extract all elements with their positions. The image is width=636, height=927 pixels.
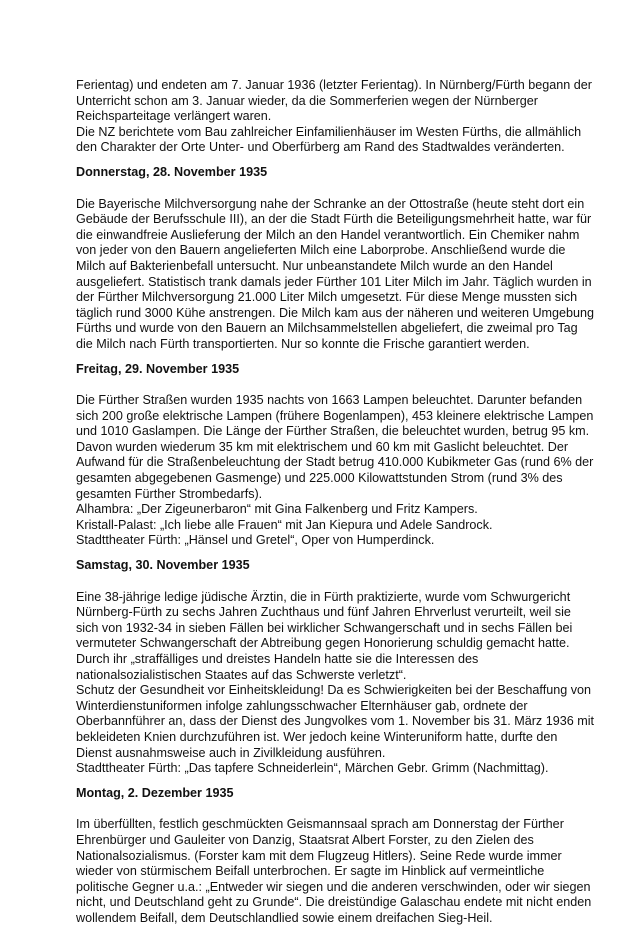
text-line: Winterdienstuniformen infolge zahlungsschwacher Elternhäuser gab, ordnete der <box>76 698 528 713</box>
text-line: Ehrenbürger und Gauleiter von Danzig, Staatsrat Albert Forster, zu den Zielen des <box>76 832 534 847</box>
text-line: der Fürther Milchversorgung 21.000 Liter Milch umgesetzt. Für diese Menge mussten sich <box>76 290 578 305</box>
diary-entry <box>76 362 596 550</box>
text-line: Die Fürther Straßen wurden 1935 nachts von 1663 Lampen beleuchtet. Darunter befanden <box>76 393 583 408</box>
diary-sections <box>76 165 596 927</box>
text-line: Reichsparteitage verlängert waren. <box>76 109 272 124</box>
text-line: wollendem Beifall, dem Deutschlandlied sowie einem dreifachen Sieg-Heil. <box>76 910 493 925</box>
text-line: Durch ihr „straffälliges und dreistes Handeln hatte sie die Interessen des <box>76 652 479 666</box>
entry-date-heading: Samstag, 30. November 1935 <box>76 558 250 573</box>
text-line: ausgeliefert. Statistisch trank damals jeder Fürther 101 Liter Milch im Jahr. Täglich wurden in <box>76 274 592 289</box>
text-line: die Milch nach Fürth transportierten. Nur so konnte die Frische garantiert werden. <box>76 336 530 351</box>
text-line: Schutz der Gesundheit vor Einheitskleidung! Da es Schwierigkeiten bei der Beschaffung von <box>76 683 592 698</box>
text-line: Milch auf Bakterienbefall untersucht. Nur unbeanstandete Milch wurde an den Handel <box>76 258 553 273</box>
text-line: sich 200 große elektrische Lampen (frühere Bogenlampen), 453 kleinere elektrische Lampen <box>76 408 594 423</box>
text-line: Kristall-Palast: „Ich liebe alle Frauen“ mit Jan Kiepura und Adele Sandrock. <box>76 517 493 532</box>
entry-paragraph <box>76 590 596 777</box>
text-line: Stadttheater Fürth: „Das tapfere Schneiderlein“, Märchen Gebr. Grimm (Nachmittag). <box>76 761 549 776</box>
text-line: Im überfüllten, festlich geschmückten Geismannsaal sprach am Donnerstag der Fürther <box>76 817 564 832</box>
entry-paragraph <box>76 393 596 549</box>
intro-paragraph <box>76 78 596 156</box>
text-line: Eine 38-jährige ledige jüdische Ärztin, die in Fürth praktizierte, wurde vom Schwurgericht <box>76 589 571 604</box>
text-line: wieder von stürmischem Beifall unterbrochen. Er sagte im Hinblick auf vermeintliche <box>76 864 545 879</box>
text-line: täglich rund 3000 Kühe anstrengen. Die Milch kam aus der näheren und weiteren Umgebung <box>76 305 595 320</box>
text-line: Fürths und wurde von den Bauern an Milchsammelstellen abgeliefert, die zweimal pro Tag <box>76 321 578 336</box>
text-line: Die Bayerische Milchversorgung nahe der Schranke an der Ottostraße (heute steht dort ein <box>76 196 585 211</box>
text-line: Die NZ berichtete vom Bau zahlreicher Einfamilienhäuser im Westen Fürths, die allmählich <box>76 124 582 139</box>
text-line: Stadttheater Fürth: „Hänsel und Gretel“, Oper von Humperdinck. <box>76 533 435 548</box>
text-line: nicht, und Deutschland geht zu Grunde“. Die dreistündige Galaschau endete mit nicht enden <box>76 895 592 910</box>
text-line: Aufwand für die Straßenbeleuchtung der Stadt betrug 410.000 Kubikmeter Gas (rund 6% der <box>76 455 594 470</box>
text-line: vermuteter Schwangerschaft der Abtreibung gegen Honorierung schuldig gemacht hatte. <box>76 636 570 651</box>
text-line: von jeder von den Bauern angelieferten Milch eine Laborprobe. Anschließend wurde die <box>76 243 566 258</box>
text-line: den Charakter der Orte Unter- und Oberfürberg am Rand des Stadtwaldes veränderten. <box>76 140 565 155</box>
text-line: politische Gegner u.a.: „Entweder wir siegen und die anderen verschwinden, oder wir siegen <box>76 879 591 894</box>
text-line: Gebäude der Berufsschule III), an der die Stadt Fürth die Beteiligungsmehrheit hatte, war für <box>76 212 592 227</box>
text-line: Unterricht schon am 3. Januar wieder, da die Sommerferien wegen der Nürnberger <box>76 93 539 108</box>
entry-paragraph <box>76 817 596 926</box>
text-line: und 1010 Gaslampen. Die Länge der Fürther Straßen, die beleuchtet wurden, betrug 95 km. <box>76 424 590 439</box>
text-line: Ferientag) und endeten am 7. Januar 1936 (letzter Ferientag). In Nürnberg/Fürth begann der <box>76 78 592 92</box>
text-line: bekleideten Knien durchzuführen ist. Wer jedoch keine Winteruniform hatte, durfte den <box>76 729 558 744</box>
diary-entry <box>76 558 596 777</box>
text-line: Oberbannführer an, dass der Dienst des Jungvolkes vom 1. November bis 31. März 1936 mit <box>76 714 594 729</box>
document-page <box>76 78 596 927</box>
text-line: gesamten Fürther Strombedarfs). <box>76 486 263 501</box>
text-line: gesamten abgegebenen Gasmenge) und 225.000 Kilowattstunden Strom (rund 3% des <box>76 471 563 486</box>
text-line: Alhambra: „Der Zigeunerbaron“ mit Gina Falkenberg und Fritz Kampers. <box>76 502 478 517</box>
diary-entry <box>76 165 596 353</box>
entry-date-heading: Donnerstag, 28. November 1935 <box>76 164 268 179</box>
diary-entry <box>76 786 596 927</box>
text-line: nationalsozialistischen Staates auf das Schwerste verletzt“. <box>76 667 407 682</box>
entry-paragraph <box>76 197 596 353</box>
text-line: sich von 1932-34 in sieben Fällen bei wirklicher Schwangerschaft und in sechs Fällen bei <box>76 620 573 635</box>
text-line: Nationalsozialismus. (Forster kam mit dem Flugzeug Hitlers). Seine Rede wurde immer <box>76 848 562 863</box>
text-line: Davon wurden wiederum 35 km mit elektrischem und 60 km mit Gaslicht beleuchtet. Der <box>76 439 569 454</box>
text-line: Nürnberg-Fürth zu sechs Jahren Zuchthaus und fünf Jahren Ehrverlust verurteilt, weil sie <box>76 605 571 620</box>
entry-date-heading: Freitag, 29. November 1935 <box>76 361 240 376</box>
text-line: Dienst ausnahmsweise auch in Zivilkleidung ausführen. <box>76 745 386 760</box>
text-line: die einwandfreie Auslieferung der Milch an den Handel verantwortlich. Ein Chemiker nahm <box>76 227 580 242</box>
entry-date-heading: Montag, 2. Dezember 1935 <box>76 785 234 800</box>
